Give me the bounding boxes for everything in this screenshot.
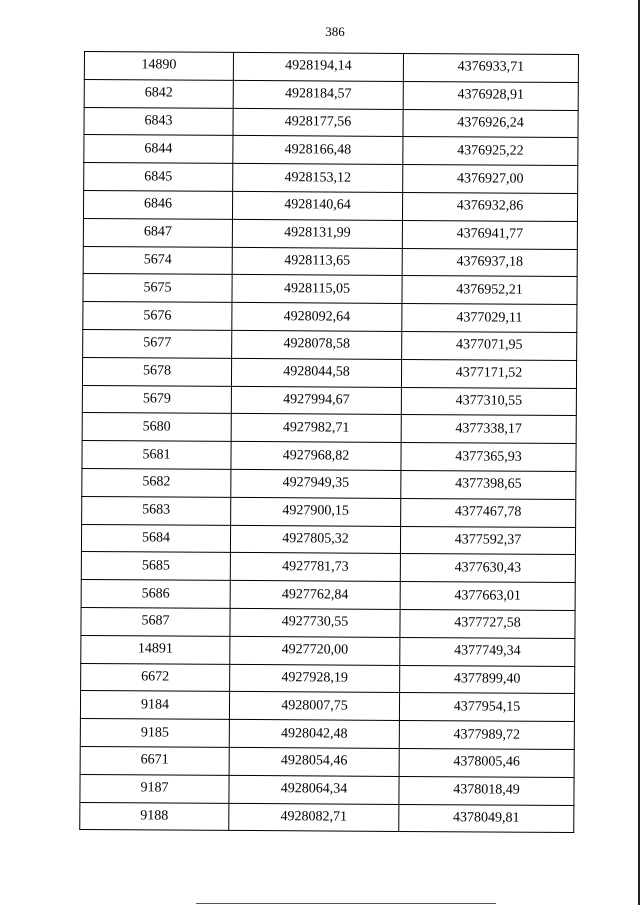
x-coordinate-cell: 4928082,71 (229, 803, 399, 832)
y-coordinate-cell: 4377663,01 (400, 582, 575, 611)
point-number-cell: 5685 (81, 552, 230, 581)
table-row (83, 302, 577, 333)
table-row (81, 663, 575, 694)
y-coordinate-cell: 4377727,58 (400, 609, 575, 638)
x-coordinate-cell: 4927968,82 (231, 442, 401, 471)
x-coordinate-cell: 4927781,73 (230, 553, 400, 582)
table-row (82, 413, 576, 444)
x-coordinate-cell: 4927982,71 (231, 414, 401, 443)
y-coordinate-cell: 4376926,24 (403, 109, 578, 138)
y-coordinate-cell: 4376952,21 (402, 276, 577, 305)
table-row (83, 329, 577, 360)
x-coordinate-cell: 4928064,34 (229, 775, 399, 804)
x-coordinate-cell: 4928044,58 (231, 358, 401, 387)
table-row (83, 246, 577, 277)
y-coordinate-cell: 4377989,72 (399, 721, 574, 750)
point-number-cell: 9187 (80, 774, 229, 803)
point-number-cell: 5675 (83, 274, 232, 303)
x-coordinate-cell: 4928054,46 (229, 747, 399, 776)
table-row (81, 635, 575, 666)
x-coordinate-cell: 4928078,58 (232, 330, 402, 359)
x-coordinate-cell: 4927994,67 (231, 386, 401, 415)
y-coordinate-cell: 4378049,81 (399, 804, 574, 833)
point-number-cell: 5678 (82, 357, 231, 386)
y-coordinate-cell: 4378018,49 (399, 776, 574, 805)
x-coordinate-cell: 4928166,48 (233, 136, 403, 165)
table-row (84, 135, 578, 166)
y-coordinate-cell: 4377365,93 (401, 443, 576, 472)
table-row (84, 107, 578, 138)
coordinates-table (79, 51, 579, 833)
x-coordinate-cell: 4928092,64 (232, 303, 402, 332)
x-coordinate-cell: 4927805,32 (230, 525, 400, 554)
point-number-cell: 6846 (83, 190, 232, 219)
table-row (82, 385, 576, 416)
point-number-cell: 5686 (81, 580, 230, 609)
y-coordinate-cell: 4377171,52 (401, 359, 576, 388)
table-row (80, 802, 574, 833)
point-number-cell: 9188 (80, 802, 229, 831)
y-coordinate-cell: 4376937,18 (402, 248, 577, 277)
y-coordinate-cell: 4376933,71 (403, 53, 578, 82)
point-number-cell: 6671 (80, 746, 229, 775)
x-coordinate-cell: 4928177,56 (233, 108, 403, 137)
point-number-cell: 14891 (81, 635, 230, 664)
x-coordinate-cell: 4928042,48 (229, 720, 399, 749)
y-coordinate-cell: 4377954,15 (399, 693, 574, 722)
point-number-cell: 6845 (84, 163, 233, 192)
y-coordinate-cell: 4377899,40 (400, 665, 575, 694)
y-coordinate-cell: 4377467,78 (401, 498, 576, 527)
x-coordinate-cell: 4927928,19 (230, 664, 400, 693)
point-number-cell: 5682 (82, 468, 231, 497)
point-number-cell: 5681 (82, 441, 231, 470)
table-row (84, 52, 578, 83)
y-coordinate-cell: 4377310,55 (401, 387, 576, 416)
y-coordinate-cell: 4376927,00 (403, 165, 578, 194)
x-coordinate-cell: 4928113,65 (232, 247, 402, 276)
table-row (82, 468, 576, 499)
table-row (81, 580, 575, 611)
table-row (81, 552, 575, 583)
point-number-cell: 6847 (83, 218, 232, 247)
x-coordinate-cell: 4927730,55 (230, 608, 400, 637)
y-coordinate-cell: 4376925,22 (403, 137, 578, 166)
point-number-cell: 5676 (83, 302, 232, 331)
x-coordinate-cell: 4928115,05 (232, 275, 402, 304)
y-coordinate-cell: 4377630,43 (400, 554, 575, 583)
y-coordinate-cell: 4376941,77 (402, 220, 577, 249)
y-coordinate-cell: 4376928,91 (403, 81, 578, 110)
point-number-cell: 5684 (81, 524, 230, 553)
table-row (83, 218, 577, 249)
coordinates-table-body (80, 52, 579, 833)
y-coordinate-cell: 4377071,95 (402, 331, 577, 360)
table-row (81, 524, 575, 555)
x-coordinate-cell: 4927720,00 (230, 636, 400, 665)
x-coordinate-cell: 4928131,99 (232, 219, 402, 248)
point-number-cell: 14890 (84, 52, 233, 81)
table-row (80, 691, 574, 722)
table-row (84, 79, 578, 110)
point-number-cell: 6843 (84, 107, 233, 136)
point-number-cell: 5687 (81, 607, 230, 636)
point-number-cell: 6842 (84, 79, 233, 108)
table-row (82, 441, 576, 472)
point-number-cell: 5683 (82, 496, 231, 525)
page-number: 386 (325, 24, 345, 39)
point-number-cell: 5680 (82, 413, 231, 442)
x-coordinate-cell: 4927762,84 (230, 581, 400, 610)
bottom-rule (196, 903, 496, 904)
x-coordinate-cell: 4928194,14 (233, 52, 403, 81)
y-coordinate-cell: 4377338,17 (401, 415, 576, 444)
point-number-cell: 5679 (82, 385, 231, 414)
x-coordinate-cell: 4928007,75 (229, 692, 399, 721)
table-row (82, 496, 576, 527)
point-number-cell: 5674 (83, 246, 232, 275)
y-coordinate-cell: 4378005,46 (399, 748, 574, 777)
x-coordinate-cell: 4928140,64 (232, 191, 402, 220)
table-row (83, 274, 577, 305)
table-row (82, 357, 576, 388)
table-row (80, 746, 574, 777)
point-number-cell: 6672 (81, 663, 230, 692)
x-coordinate-cell: 4928153,12 (233, 164, 403, 193)
table-row (80, 774, 574, 805)
y-coordinate-cell: 4377592,37 (400, 526, 575, 555)
point-number-cell: 5677 (83, 329, 232, 358)
table-row (83, 190, 577, 221)
table-row (84, 163, 578, 194)
y-coordinate-cell: 4377749,34 (400, 637, 575, 666)
y-coordinate-cell: 4377398,65 (401, 470, 576, 499)
x-coordinate-cell: 4927900,15 (231, 497, 401, 526)
table-row (81, 607, 575, 638)
x-coordinate-cell: 4928184,57 (233, 80, 403, 109)
point-number-cell: 9185 (80, 719, 229, 748)
point-number-cell: 6844 (84, 135, 233, 164)
y-coordinate-cell: 4376932,86 (402, 192, 577, 221)
point-number-cell: 9184 (80, 691, 229, 720)
y-coordinate-cell: 4377029,11 (402, 304, 577, 333)
table-row (80, 719, 574, 750)
x-coordinate-cell: 4927949,35 (231, 469, 401, 498)
